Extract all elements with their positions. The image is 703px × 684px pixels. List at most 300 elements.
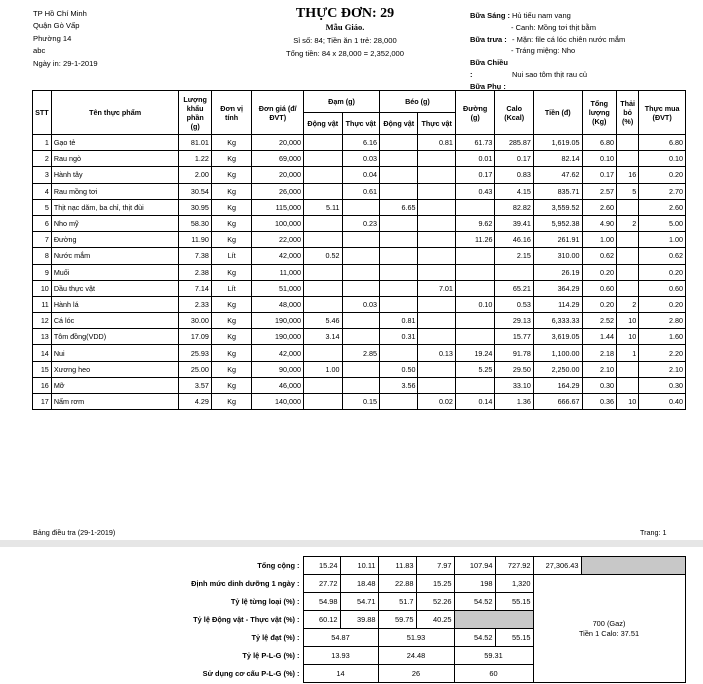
table-row: [33, 232, 686, 248]
row-protein-animal: [304, 280, 342, 296]
row-protein-animal: 5.11: [304, 199, 342, 215]
row-protein-plant: [342, 361, 379, 377]
row-fat-plant: [418, 377, 455, 393]
table-row: [33, 361, 686, 377]
row-money: 835.71: [533, 183, 582, 199]
row-actual-buy: 2.10: [639, 361, 686, 377]
row-protein-animal: [304, 151, 342, 167]
row-calories: 65.21: [495, 280, 533, 296]
row-sugar: [455, 377, 495, 393]
city-label: TP Hồ Chí Minh: [33, 9, 87, 18]
row-actual-buy: 1.60: [639, 329, 686, 345]
row-unit-price: 22,000: [252, 232, 304, 248]
table-row: [33, 199, 686, 215]
summary-cell: 13.93: [303, 647, 378, 665]
attendance-line: Sỉ số: 84; Tiền ăn 1 trẻ: 28,000: [293, 36, 397, 45]
row-waste: 5: [616, 183, 638, 199]
meal-list: [470, 10, 625, 93]
row-waste: [616, 151, 638, 167]
row-protein-plant: [342, 232, 379, 248]
col-fat: Béo (g): [379, 91, 455, 113]
row-stt: 2: [33, 151, 52, 167]
row-unit: Kg: [211, 313, 252, 329]
row-protein-plant: 6.16: [342, 135, 379, 151]
row-protein-animal: 3.14: [304, 329, 342, 345]
row-protein-animal: [304, 183, 342, 199]
summary-cell: 27.72: [303, 575, 340, 593]
row-stt: 13: [33, 329, 52, 345]
row-stt: 7: [33, 232, 52, 248]
summary-label: Sử dụng cơ cấu P-L-G (%) :: [202, 669, 300, 678]
row-waste: 1: [616, 345, 638, 361]
row-portion: 25.00: [179, 361, 211, 377]
meal-lunch-dessert: - Tráng miệng: Nho: [511, 46, 576, 56]
row-actual-buy: 2.20: [639, 345, 686, 361]
row-sugar: [455, 248, 495, 264]
row-total-weight: 6.80: [582, 135, 616, 151]
row-fat-animal: 0.50: [379, 361, 417, 377]
row-calories: 0.83: [495, 167, 533, 183]
row-fat-plant: [418, 313, 455, 329]
row-portion: 2.38: [179, 264, 211, 280]
row-total-weight: 0.36: [582, 394, 616, 410]
summary-label: Định mức dinh dưỡng 1 ngày :: [191, 579, 300, 588]
table-row: [33, 167, 686, 183]
row-fat-plant: [418, 329, 455, 345]
report-title-block: [240, 6, 450, 58]
row-protein-plant: 0.61: [342, 183, 379, 199]
row-food-name: Nước mắm: [51, 248, 179, 264]
row-protein-animal: 5.46: [304, 313, 342, 329]
row-sugar: 5.25: [455, 361, 495, 377]
row-unit-price: 48,000: [252, 296, 304, 312]
row-calories: 15.77: [495, 329, 533, 345]
organization-info: [33, 8, 98, 70]
row-sugar: 0.43: [455, 183, 495, 199]
summary-cell: 26: [378, 665, 454, 683]
row-food-name: Hành tây: [51, 167, 179, 183]
summary-cell: 7.97: [416, 557, 454, 575]
row-unit: Kg: [211, 151, 252, 167]
row-food-name: Cá lóc: [51, 313, 179, 329]
row-protein-animal: [304, 232, 342, 248]
row-money: 5,952.38: [533, 215, 582, 231]
summary-cell: 10.11: [340, 557, 378, 575]
page-subtitle: Mẫu Giáo.: [325, 22, 365, 32]
col-calories: Calo (Kcal): [495, 91, 533, 135]
row-protein-animal: [304, 296, 342, 312]
meal-afternoon-label: Bữa Chiều :: [470, 58, 508, 79]
row-portion: 17.09: [179, 329, 211, 345]
row-unit-price: 190,000: [252, 313, 304, 329]
row-fat-animal: [379, 151, 417, 167]
row-waste: 10: [616, 313, 638, 329]
row-fat-animal: [379, 135, 417, 151]
row-unit: Kg: [211, 215, 252, 231]
row-total-weight: 2.52: [582, 313, 616, 329]
summary-cell: 60: [454, 665, 533, 683]
row-calories: 285.87: [495, 135, 533, 151]
row-fat-animal: 0.31: [379, 329, 417, 345]
row-unit-price: 190,000: [252, 329, 304, 345]
row-unit-price: 26,000: [252, 183, 304, 199]
row-stt: 8: [33, 248, 52, 264]
total-money-line: Tổng tiền: 84 x 28,000 = 2,352,000: [285, 49, 404, 58]
row-fat-animal: [379, 232, 417, 248]
row-unit-price: 11,000: [252, 264, 304, 280]
row-fat-plant: [418, 183, 455, 199]
row-sugar: [455, 329, 495, 345]
row-unit: Lít: [211, 248, 252, 264]
summary-cell: 55.15: [495, 593, 533, 611]
row-food-name: Gạo tẻ: [51, 135, 179, 151]
row-unit-price: 100,000: [252, 215, 304, 231]
summary-cell: 11.83: [378, 557, 416, 575]
row-fat-plant: 0.13: [418, 345, 455, 361]
row-protein-plant: [342, 377, 379, 393]
row-fat-animal: [379, 296, 417, 312]
row-fat-plant: [418, 232, 455, 248]
summary-cell: 54.87: [303, 629, 378, 647]
row-portion: 2.33: [179, 296, 211, 312]
row-portion: 30.00: [179, 313, 211, 329]
row-waste: [616, 135, 638, 151]
table-row: [33, 296, 686, 312]
row-fat-plant: [418, 167, 455, 183]
row-protein-plant: 0.04: [342, 167, 379, 183]
summary-cell: 107.94: [454, 557, 495, 575]
row-actual-buy: 0.30: [639, 377, 686, 393]
row-fat-animal: [379, 183, 417, 199]
row-total-weight: 0.10: [582, 151, 616, 167]
row-calories: 46.16: [495, 232, 533, 248]
row-protein-animal: 1.00: [304, 361, 342, 377]
row-money: 2,250.00: [533, 361, 582, 377]
row-waste: [616, 280, 638, 296]
row-food-name: Thịt nạc dăm, ba chỉ, thịt đùi: [51, 199, 179, 215]
row-money: 666.67: [533, 394, 582, 410]
row-total-weight: 4.90: [582, 215, 616, 231]
school-label: abc: [33, 46, 46, 56]
row-sugar: [455, 280, 495, 296]
meal-breakfast-value: Hủ tiếu nam vang: [512, 11, 571, 20]
row-unit-price: 46,000: [252, 377, 304, 393]
summary-cell: 198: [454, 575, 495, 593]
meal-breakfast-label: Bữa Sáng :: [470, 11, 511, 20]
row-fat-plant: [418, 151, 455, 167]
row-protein-plant: 0.15: [342, 394, 379, 410]
summary-cell: 727.92: [495, 557, 533, 575]
row-total-weight: 2.57: [582, 183, 616, 199]
row-food-name: Rau mồng tơi: [51, 183, 179, 199]
row-actual-buy: 0.40: [639, 394, 686, 410]
row-calories: 29.13: [495, 313, 533, 329]
row-sugar: 0.10: [455, 296, 495, 312]
row-waste: [616, 361, 638, 377]
summary-cell: 59.31: [454, 647, 533, 665]
row-stt: 11: [33, 296, 52, 312]
row-protein-plant: [342, 248, 379, 264]
summary-cell: 18.48: [340, 575, 378, 593]
row-food-name: Nấm rơm: [51, 394, 179, 410]
meal-lunch-soup: - Canh: Mồng tơi thịt bằm: [511, 22, 596, 32]
summary-row-norm: [167, 575, 685, 593]
row-fat-animal: [379, 215, 417, 231]
row-actual-buy: 0.62: [639, 248, 686, 264]
row-calories: 82.82: [495, 199, 533, 215]
row-unit: Kg: [211, 296, 252, 312]
col-protein-animal: Động vật: [304, 113, 342, 135]
meal-snack-label: Bữa Phụ :: [470, 81, 506, 91]
row-actual-buy: 2.70: [639, 183, 686, 199]
row-actual-buy: 0.10: [639, 151, 686, 167]
row-food-name: Hành lá: [51, 296, 179, 312]
row-food-name: Nho mỹ: [51, 215, 179, 231]
summary-cell: 55.15: [495, 629, 533, 647]
row-actual-buy: 6.80: [639, 135, 686, 151]
row-fat-plant: [418, 264, 455, 280]
row-stt: 15: [33, 361, 52, 377]
row-total-weight: 1.44: [582, 329, 616, 345]
row-money: 6,333.33: [533, 313, 582, 329]
summary-cell: 24.48: [378, 647, 454, 665]
row-total-weight: 2.10: [582, 361, 616, 377]
section-divider: [0, 540, 703, 547]
row-sugar: 0.14: [455, 394, 495, 410]
row-waste: [616, 248, 638, 264]
row-fat-animal: [379, 264, 417, 280]
row-unit: Kg: [211, 232, 252, 248]
row-unit: Lít: [211, 280, 252, 296]
row-unit-price: 115,000: [252, 199, 304, 215]
col-unit-price: Đơn giá (đ/ĐVT): [252, 91, 304, 135]
row-fat-plant: 0.02: [418, 394, 455, 410]
summary-cell: 22.88: [378, 575, 416, 593]
row-protein-animal: [304, 215, 342, 231]
row-waste: [616, 199, 638, 215]
row-total-weight: 2.18: [582, 345, 616, 361]
row-portion: 7.38: [179, 248, 211, 264]
row-food-name: Muối: [51, 264, 179, 280]
row-calories: 33.10: [495, 377, 533, 393]
row-sugar: 0.01: [455, 151, 495, 167]
col-protein: Đạm (g): [304, 91, 380, 113]
row-protein-plant: [342, 264, 379, 280]
summary-cell: 54.52: [454, 629, 495, 647]
row-portion: 11.90: [179, 232, 211, 248]
row-total-weight: 0.20: [582, 296, 616, 312]
summary-label: Tỷ lệ từng loại (%) :: [230, 597, 300, 606]
row-sugar: 19.24: [455, 345, 495, 361]
row-food-name: Rau ngò: [51, 151, 179, 167]
summary-cell: 15.24: [303, 557, 340, 575]
row-unit-price: 42,000: [252, 345, 304, 361]
row-unit: Kg: [211, 329, 252, 345]
row-waste: [616, 232, 638, 248]
row-total-weight: 0.20: [582, 264, 616, 280]
row-unit: Kg: [211, 345, 252, 361]
row-calories: 91.78: [495, 345, 533, 361]
summary-cell: 51.93: [378, 629, 454, 647]
row-total-weight: 2.60: [582, 199, 616, 215]
summary-cell: 14: [303, 665, 378, 683]
row-unit-price: 42,000: [252, 248, 304, 264]
row-actual-buy: 5.00: [639, 215, 686, 231]
row-unit-price: 51,000: [252, 280, 304, 296]
table-row: [33, 394, 686, 410]
col-stt: STT: [33, 91, 52, 135]
row-protein-plant: 0.23: [342, 215, 379, 231]
row-protein-animal: [304, 135, 342, 151]
col-waste: Thải bỏ (%): [616, 91, 638, 135]
row-fat-animal: 6.65: [379, 199, 417, 215]
row-calories: 39.41: [495, 215, 533, 231]
row-money: 1,100.00: [533, 345, 582, 361]
row-money: 1,619.05: [533, 135, 582, 151]
row-stt: 1: [33, 135, 52, 151]
row-unit: Kg: [211, 199, 252, 215]
row-unit: Kg: [211, 135, 252, 151]
row-actual-buy: 1.00: [639, 232, 686, 248]
meal-lunch: [470, 34, 625, 46]
row-stt: 5: [33, 199, 52, 215]
table-row: [33, 280, 686, 296]
energy-box: [533, 575, 685, 683]
row-sugar: 11.26: [455, 232, 495, 248]
ingredient-table: [32, 90, 686, 410]
row-fat-animal: [379, 280, 417, 296]
energy-cost-per-calorie: Tiền 1 Calo: 37.51: [578, 628, 640, 638]
row-money: 114.29: [533, 296, 582, 312]
summary-label: Tổng cộng :: [257, 561, 300, 570]
row-money: 364.29: [533, 280, 582, 296]
summary-cell: 52.26: [416, 593, 454, 611]
col-total-weight: Tổng lượng (Kg): [582, 91, 616, 135]
row-sugar: 9.62: [455, 215, 495, 231]
row-stt: 3: [33, 167, 52, 183]
row-food-name: Nui: [51, 345, 179, 361]
row-waste: 2: [616, 296, 638, 312]
row-stt: 6: [33, 215, 52, 231]
row-money: 164.29: [533, 377, 582, 393]
row-money: 261.91: [533, 232, 582, 248]
row-unit-price: 20,000: [252, 167, 304, 183]
row-fat-animal: [379, 394, 417, 410]
row-portion: 25.93: [179, 345, 211, 361]
row-stt: 9: [33, 264, 52, 280]
table-row: [33, 183, 686, 199]
row-unit-price: 20,000: [252, 135, 304, 151]
row-sugar: [455, 264, 495, 280]
row-fat-plant: [418, 296, 455, 312]
row-protein-plant: [342, 199, 379, 215]
row-fat-animal: [379, 345, 417, 361]
row-unit: Kg: [211, 361, 252, 377]
summary-cell: 40.25: [416, 611, 454, 629]
summary-table: [167, 556, 686, 683]
summary-cell: 59.75: [378, 611, 416, 629]
summary-cell: 51.7: [378, 593, 416, 611]
row-total-weight: 1.00: [582, 232, 616, 248]
print-date: Ngày in: 29-1-2019: [33, 58, 98, 68]
row-waste: 10: [616, 329, 638, 345]
row-unit: Kg: [211, 394, 252, 410]
row-fat-animal: 3.56: [379, 377, 417, 393]
meal-breakfast: [470, 10, 625, 22]
row-fat-plant: [418, 199, 455, 215]
row-stt: 10: [33, 280, 52, 296]
row-actual-buy: 0.60: [639, 280, 686, 296]
row-fat-animal: [379, 167, 417, 183]
page-title: THỰC ĐƠN: 29: [295, 6, 395, 21]
row-protein-animal: [304, 264, 342, 280]
row-protein-plant: 0.03: [342, 151, 379, 167]
row-unit: Kg: [211, 183, 252, 199]
row-sugar: 0.17: [455, 167, 495, 183]
row-stt: 16: [33, 377, 52, 393]
row-protein-animal: [304, 345, 342, 361]
col-sugar: Đường (g): [455, 91, 495, 135]
row-actual-buy: 2.60: [639, 199, 686, 215]
summary-label: Tỷ lệ đạt (%) :: [251, 633, 300, 642]
summary-label: Tỷ lệ P-L-G (%) :: [242, 651, 300, 660]
row-waste: [616, 377, 638, 393]
row-protein-plant: [342, 280, 379, 296]
row-stt: 14: [33, 345, 52, 361]
row-money: 26.19: [533, 264, 582, 280]
row-fat-plant: [418, 361, 455, 377]
row-portion: 58.30: [179, 215, 211, 231]
page-number: Trang: 1: [640, 528, 667, 537]
row-portion: 4.29: [179, 394, 211, 410]
row-waste: 2: [616, 215, 638, 231]
row-food-name: Mỡ: [51, 377, 179, 393]
summary-cell: 54.98: [303, 593, 340, 611]
summary-cell: 15.25: [416, 575, 454, 593]
col-unit: Đơn vị tính: [211, 91, 252, 135]
row-unit-price: 69,000: [252, 151, 304, 167]
row-portion: 30.54: [179, 183, 211, 199]
row-fat-plant: [418, 215, 455, 231]
row-portion: 1.22: [179, 151, 211, 167]
row-unit-price: 140,000: [252, 394, 304, 410]
row-sugar: [455, 199, 495, 215]
row-calories: 0.17: [495, 151, 533, 167]
table-row: [33, 151, 686, 167]
table-row: [33, 135, 686, 151]
row-actual-buy: 2.80: [639, 313, 686, 329]
row-money: 3,559.52: [533, 199, 582, 215]
row-protein-animal: [304, 394, 342, 410]
survey-date-footer: Bảng điều tra (29-1-2019): [33, 528, 116, 537]
row-calories: 2.15: [495, 248, 533, 264]
row-stt: 12: [33, 313, 52, 329]
row-calories: 4.15: [495, 183, 533, 199]
meal-lunch-value: - Mặn: file cá lóc chiên nước mắm: [512, 34, 626, 44]
col-actual-buy: Thực mua (ĐVT): [639, 91, 686, 135]
row-total-weight: 0.62: [582, 248, 616, 264]
district-label: Quận Gò Vấp: [33, 21, 80, 31]
row-portion: 2.00: [179, 167, 211, 183]
summary-cell: 54.71: [340, 593, 378, 611]
row-food-name: Xương heo: [51, 361, 179, 377]
summary-cell: 39.88: [340, 611, 378, 629]
row-protein-animal: [304, 377, 342, 393]
col-fat-animal: Động vật: [379, 113, 417, 135]
col-protein-plant: Thực vật: [342, 113, 379, 135]
row-protein-animal: [304, 167, 342, 183]
row-portion: 81.01: [179, 135, 211, 151]
